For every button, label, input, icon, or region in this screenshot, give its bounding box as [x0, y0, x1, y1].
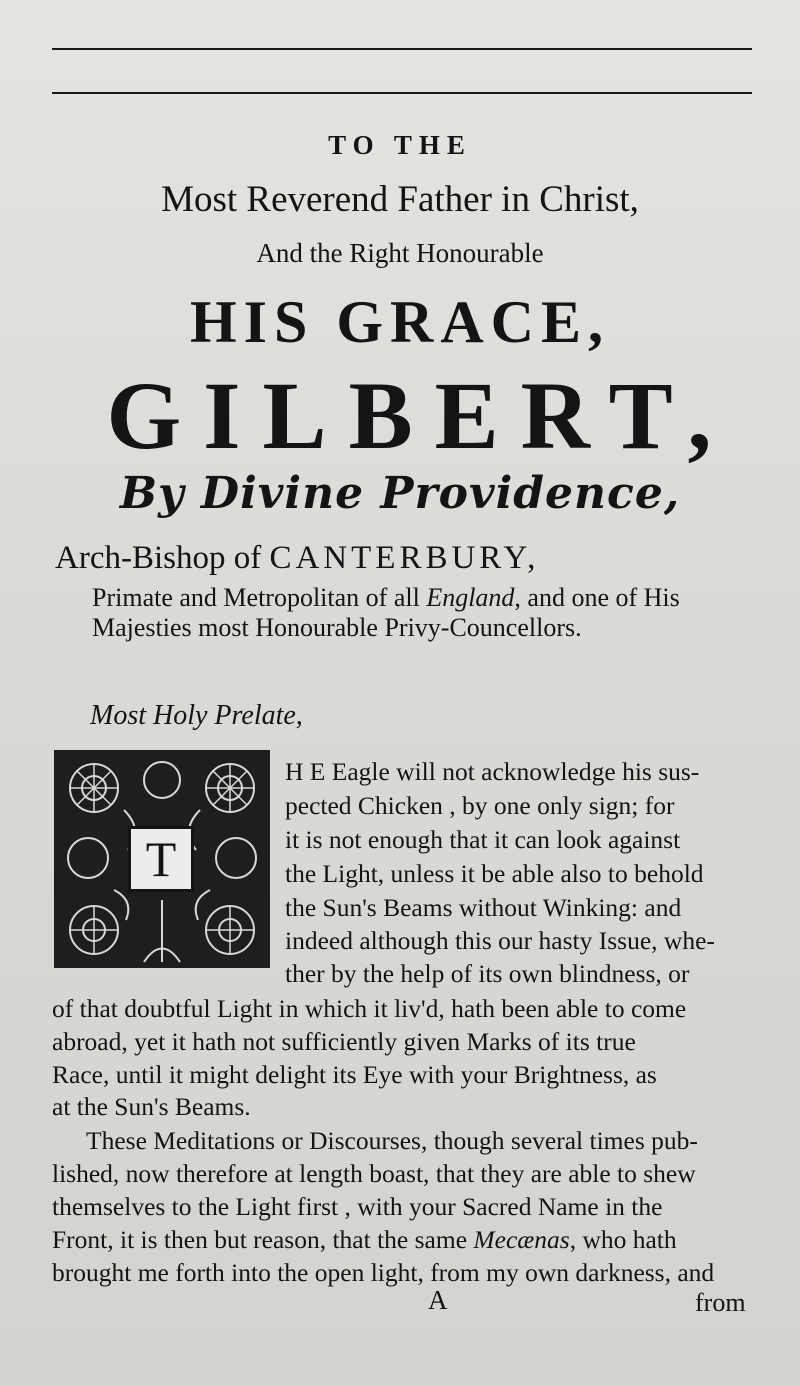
text-line: of that doubtful Light in which it liv'd, hath been able to come: [52, 994, 687, 1023]
catchword: from: [695, 1288, 746, 1317]
text-line: the Light, unless it be able also to behold: [285, 859, 704, 888]
dedication-to-the: TO THE: [328, 130, 472, 160]
text-line: at the Sun's Beams.: [52, 1092, 251, 1121]
initial-letter: T: [128, 826, 194, 892]
text-line: themselves to the Light first , with your Sacred Name in the: [52, 1192, 663, 1221]
text-line: [52, 1225, 677, 1255]
text-line: brought me forth into the open light, from my own darkness, and: [52, 1258, 715, 1287]
text-span: , who hath: [569, 1225, 677, 1254]
primate-prefix: Primate and Metropolitan of all: [92, 583, 420, 612]
signature-mark: A: [428, 1285, 448, 1315]
archbishop-see: CANTERBURY,: [269, 540, 540, 576]
text-line: the Sun's Beams without Winking: and: [285, 893, 682, 922]
dedication-most-reverend: Most Reverend Father in Christ,: [161, 179, 639, 220]
text-line: pected Chicken , by one only sign; for: [285, 791, 675, 820]
text-line: lished, now therefore at length boast, that they are able to shew: [52, 1159, 696, 1188]
text-line: H E Eagle will not acknowledge his sus-: [285, 757, 700, 786]
header-rule: [52, 92, 752, 94]
text-line: indeed although this our hasty Issue, whe-: [285, 926, 715, 955]
text-line: These Meditations or Discourses, though several times pub-: [86, 1126, 698, 1155]
text-line: ther by the help of its own blindness, or: [285, 959, 690, 988]
dedication-providence: By Divine Providence,: [119, 468, 681, 519]
salutation: Most Holy Prelate,: [90, 700, 303, 731]
text-span: Front, it is then but reason, that the same: [52, 1225, 468, 1254]
patron-name: Mecænas: [473, 1225, 570, 1254]
dedication-name: GILBERT,: [106, 362, 734, 469]
dedication-his-grace: HIS GRACE,: [189, 289, 611, 355]
primate-suffix: , and one of His: [514, 583, 680, 612]
top-rule: [52, 48, 752, 50]
decorated-initial: [54, 750, 270, 968]
primate-country: England: [426, 583, 515, 612]
dedication-majesties: Majesties most Honourable Privy-Councellors.: [92, 613, 582, 642]
dedication-primate: [92, 583, 680, 613]
dedication-right-honourable: And the Right Honourable: [256, 238, 544, 268]
dedication-archbishop: [55, 540, 539, 577]
text-line: it is not enough that it can look against: [285, 825, 681, 854]
text-line: abroad, yet it hath not sufficiently given Marks of its true: [52, 1027, 636, 1056]
text-line: Race, until it might delight its Eye with your Brightness, as: [52, 1060, 657, 1089]
archbishop-prefix: Arch-Bishop of: [55, 540, 262, 576]
